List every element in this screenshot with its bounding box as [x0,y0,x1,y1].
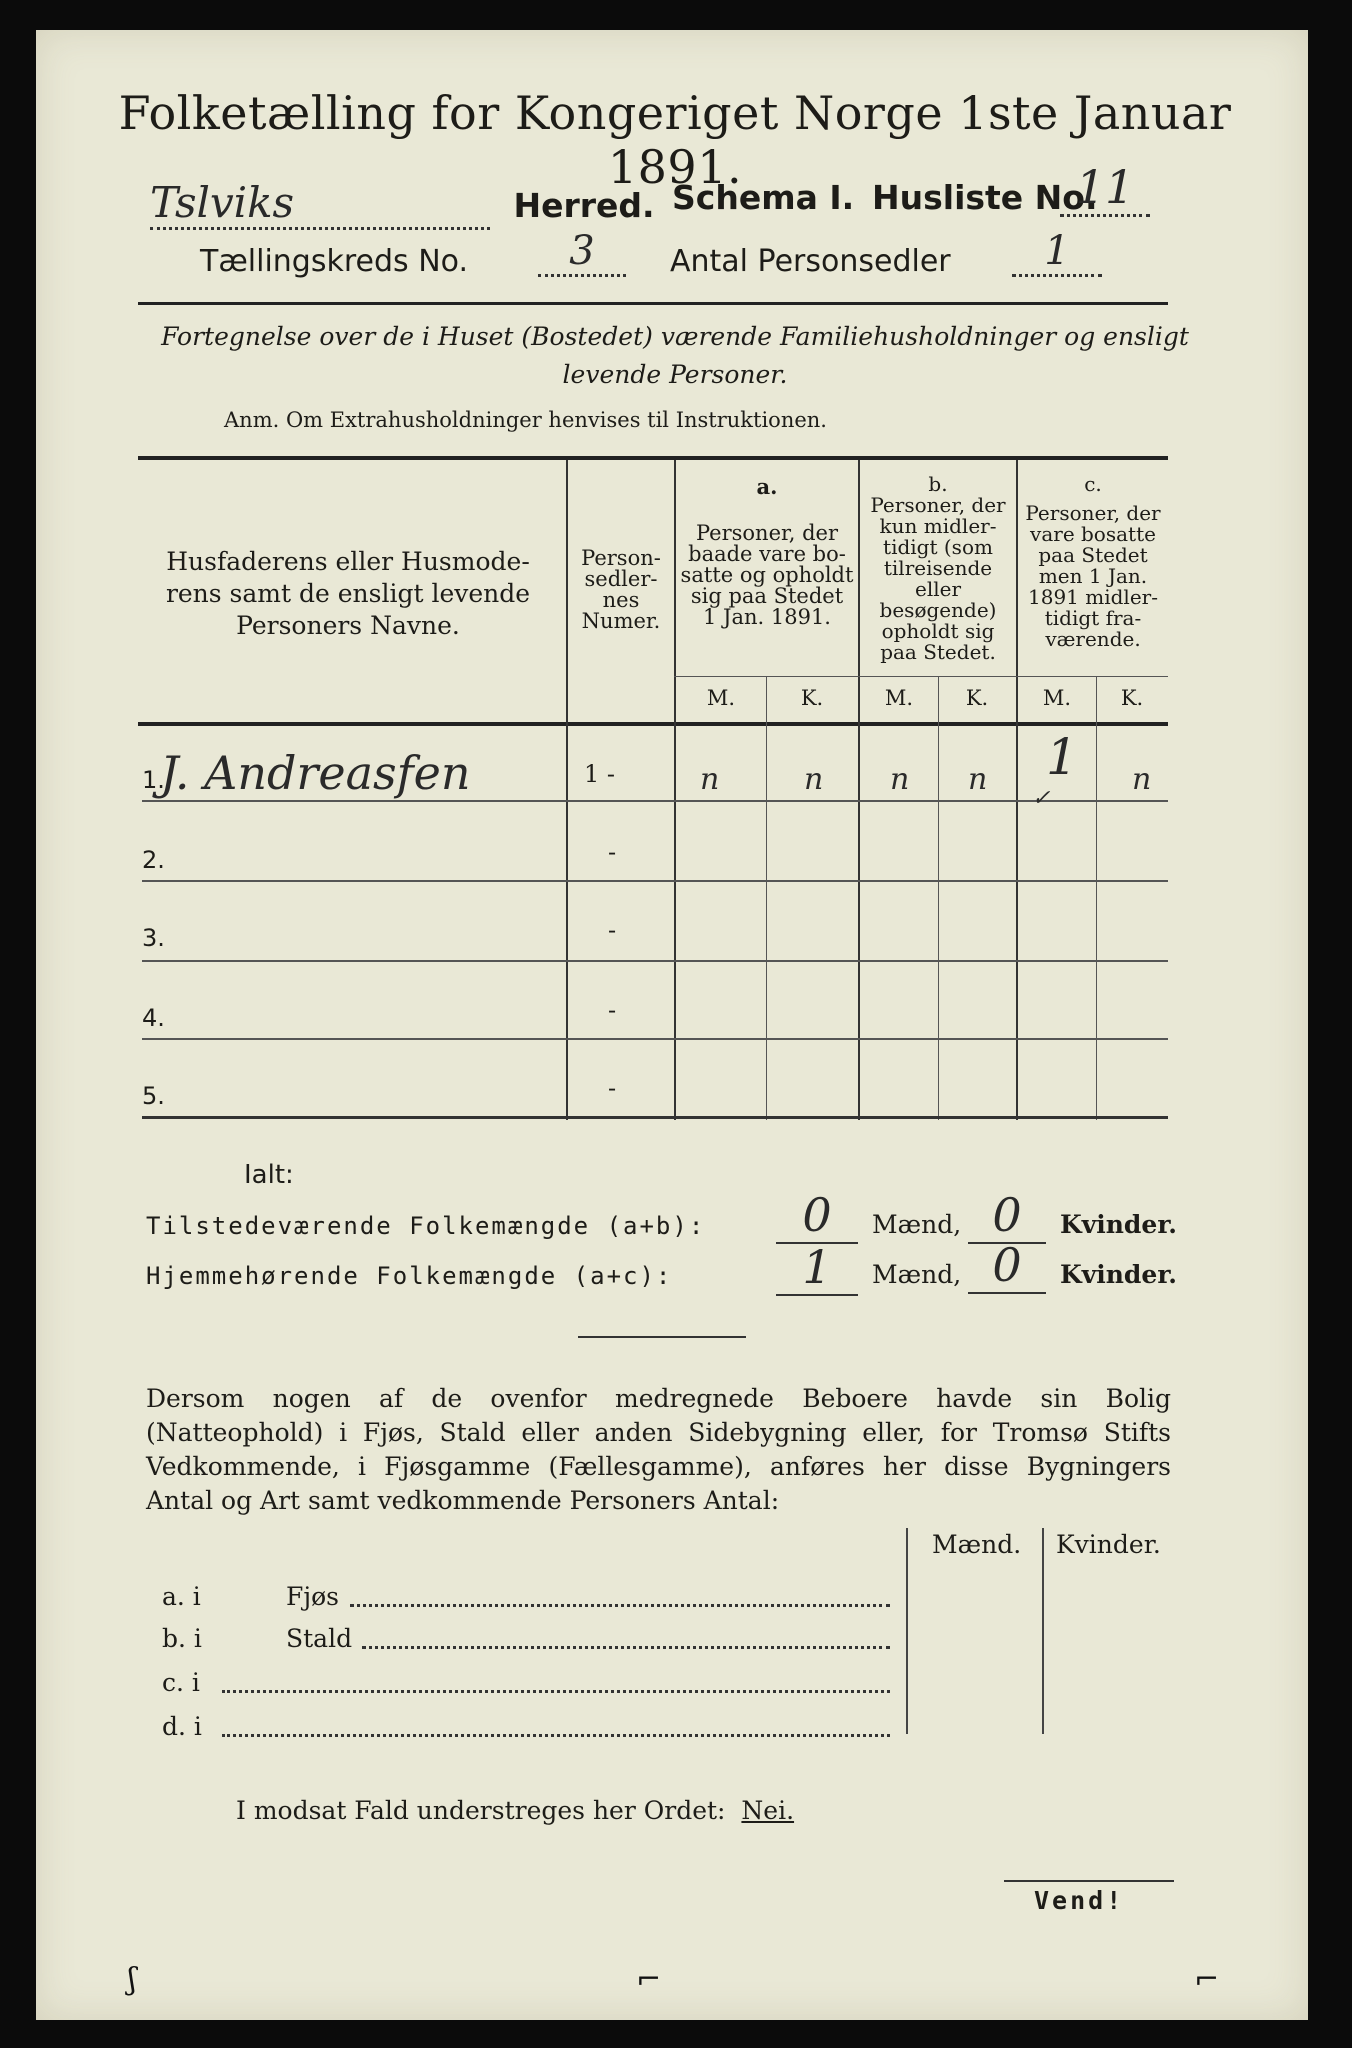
build-a-text: Fjøs [286,1582,339,1611]
form-heading-line2: levende Personer. [562,360,788,389]
build-a-dots [350,1584,890,1607]
cell-b-m: n [890,762,910,797]
cell-a-m: n [700,762,720,797]
row-rule [142,960,1168,962]
kreds-label: Tællingskreds No. [200,244,468,279]
herred-label: Herred. [513,186,655,225]
kvinder-word: Kvinder. [1060,1260,1177,1289]
corner-mark: ʃ [128,1962,137,1997]
mk-divider [1096,676,1097,1120]
col-head-c-line: men 1 Jan. [1038,564,1148,588]
col-head-c-line: værende. [1045,627,1141,651]
col-head-b [860,474,1016,663]
col-head-b-line: tidigt (som [883,535,993,559]
table-bottom-rule [142,1116,1168,1119]
col-head-a [676,476,858,628]
mk-divider [766,676,767,1120]
col-head-c-line: Personer, der [1025,501,1161,525]
col-head-c [1018,474,1168,650]
col-head-a-line: satte og opholdt [680,563,854,587]
sedel-number: - [608,996,617,1024]
kvinder-word: Kvinder. [1060,1210,1177,1239]
col-head-c-line: tidigt fra- [1044,606,1142,630]
col-head-c-line: paa Stedet [1038,543,1148,567]
col-head-c-line: vare bosatte [1030,522,1156,546]
hjemme-kvinder: 0 [968,1238,1046,1294]
col-head-b-line: paa Stedet. [880,640,996,664]
antal-field: 1 [1012,228,1102,277]
row-number: 3. [142,924,165,952]
build-b-label: b. i [162,1624,202,1653]
col-head-b-line: opholdt sig [881,619,995,643]
anm-note: Anm. Om Extrahusholdninger henvises til Instruktionen. [224,408,827,432]
col-head-name-line: Husfaderens eller Husmode- [166,547,530,576]
tilstede-label: Tilstedeværende Folkemængde (a+b): [146,1212,706,1240]
col-head-num-line: sedler- [584,567,658,591]
hjemme-maend: 1 [776,1240,858,1296]
build-col-divider [1042,1528,1044,1734]
mk-rule [674,676,1168,677]
col-head-name-line: Personers Navne. [236,611,460,640]
kreds-field: 3 [538,228,626,277]
build-kvinder-head: Kvinder. [1056,1530,1161,1559]
col-head-num [568,548,674,632]
col-head-b-line: eller [914,577,962,601]
build-d-label: d. i [162,1712,202,1741]
build-b-dots [362,1626,890,1649]
vend-label: Vend! [1034,1886,1125,1915]
row-rule [142,800,1168,802]
cell-c-k: n [1132,762,1152,797]
form-heading-line1: Fortegnelse over de i Huset (Bostedet) værende Familiehusholdninger og ensligt [161,322,1189,351]
corner-mark: ⌐ [1194,1962,1220,1997]
center-mark: ⌐ [636,1962,662,1997]
nei-prefix: I modsat Fald understreges her Ordet: [236,1796,726,1825]
buildings-paragraph: Dersom nogen af de ovenfor medregnede Beboere havde sin Bolig (Natteophold) i Fjøs, Stald eller anden Sidebygning eller, for Tromsø Stifts Vedkommende, i Fjøsgamme (Fællesgamme), anføres her disse Bygningers Antal og Art samt vedkommende Personers Antal: [146,1384,1171,1515]
form-heading [130,318,1220,394]
hjemme-label: Hjemmehørende Folkemængde (a+c): [146,1262,673,1290]
col-b-k: K. [965,686,989,710]
nei-word: Nei. [741,1796,795,1825]
mk-divider [938,676,939,1120]
vend-rule [1004,1880,1174,1882]
person-name: J. Andreasfen [160,746,471,800]
build-a-label: a. i [162,1582,201,1611]
schema-label: Schema I. [672,178,855,217]
sedel-number: - [608,1074,617,1102]
col-head-name [148,546,548,642]
row-number: 2. [142,846,165,874]
build-b-text: Stald [286,1624,353,1653]
row-number: 5. [142,1082,165,1110]
build-d-dots [222,1714,890,1737]
col-c-m: M. [1042,686,1072,710]
col-head-b-line: besøgende) [879,598,997,622]
col-c-k: K. [1120,686,1144,710]
col-head-name-line: rens samt de ensligt levende [165,579,531,608]
table-head-rule [138,722,1168,726]
husliste-label: Husliste No. [872,178,1098,217]
build-c-dots [222,1670,890,1693]
check-mark: ✓ [1032,786,1051,811]
col-head-c-letter: c. [1084,472,1102,496]
col-head-a-line: 1 Jan. 1891. [703,605,831,629]
col-head-b-line: kun midler- [879,514,997,538]
col-head-num-line: Numer. [581,609,661,633]
col-head-num-line: nes [602,588,640,612]
col-b-m: M. [884,686,914,710]
husliste-field: 11 [1060,160,1150,217]
maend-word: Mænd, [872,1210,962,1239]
col-head-b-line: tilreisende [883,556,993,580]
row-number: 4. [142,1004,165,1032]
col-head-c-line: 1891 midler- [1028,585,1158,609]
col-head-num-line: Person- [581,546,661,570]
col-head-b-letter: b. [928,472,948,496]
col-head-a-line: baade vare bo- [688,542,846,566]
tilstede-kvinder: 0 [968,1188,1046,1244]
header-rule [138,302,1168,305]
herred-row [150,178,655,230]
row-number: 1. [142,766,165,794]
sedel-number: - [608,838,617,866]
col-head-a-line: Personer, der [695,521,839,545]
col-head-a-letter: a. [756,474,778,499]
col-a-m: M. [706,686,736,710]
antal-label: Antal Personsedler [670,244,951,279]
row-rule [142,1038,1168,1040]
cell-b-k: n [968,762,988,797]
cell-a-k: n [804,762,824,797]
build-c-label: c. i [162,1668,200,1697]
col-head-b-line: Personer, der [870,493,1006,517]
sedel-number: 1 - [584,760,616,788]
row-rule [142,880,1168,882]
table-top-rule [138,456,1168,460]
col-a-k: K. [800,686,824,710]
ialt-label: Ialt: [244,1160,294,1190]
herred-field: Tslviks [150,178,490,230]
build-col-divider [906,1528,908,1734]
col-head-a-line: sig paa Stedet [690,584,844,608]
form-title: Folketælling for Kongeriget Norge 1ste Januar 1891. [118,86,1232,194]
tilstede-maend: 0 [776,1188,858,1244]
build-maend-head: Mænd. [932,1530,1022,1559]
maend-word: Mænd, [872,1260,962,1289]
cell-c-m: 1 [1046,728,1078,786]
nei-line [236,1796,794,1825]
separator-rule [578,1336,746,1338]
sedel-number: - [608,916,617,944]
